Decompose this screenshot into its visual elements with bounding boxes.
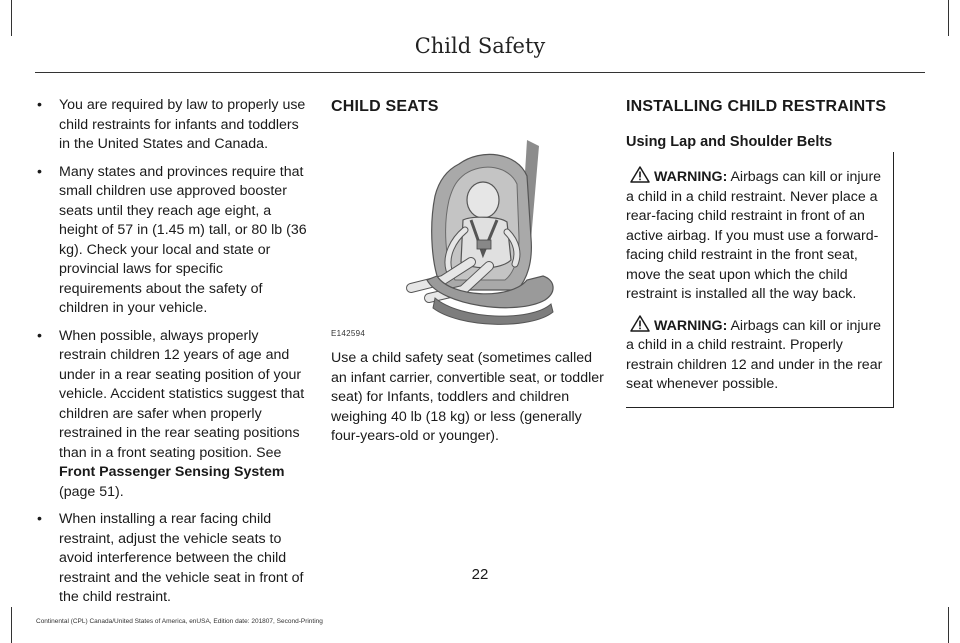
child-seat-illustration bbox=[331, 130, 607, 345]
page-title: Child Safety bbox=[414, 34, 546, 58]
bullet-icon: • bbox=[37, 97, 42, 113]
bullet-text: Many states and provinces require that small children use approved booster seats until they reach age eight, a height of 57 in (1.45 m) tall, or 80 lb (36 kg). Check your local and state or provincial laws for specific requirements about the safety of children in your vehicle. bbox=[59, 163, 307, 316]
list-item bbox=[37, 510, 309, 608]
bullet-text: When possible, always properly restrain children 12 years of age and under in a rear seating position of your vehicle. Accident statistics suggest that children are safer when properly restrained in the rear seating positions than in a front seating position. See bbox=[59, 327, 305, 461]
bullet-icon: • bbox=[37, 327, 42, 344]
section-heading: INSTALLING CHILD RESTRAINTS bbox=[626, 98, 887, 115]
page-reference: (page 51). bbox=[59, 483, 124, 500]
warning-label: WARNING: bbox=[654, 317, 728, 334]
crop-mark bbox=[11, 0, 12, 36]
warning-label: WARNING: bbox=[654, 169, 728, 185]
bullet-text: When installing a rear facing child restraint, adjust the vehicle seats to avoid interference between the child restraint and the vehicle seat in front of the child restraint. bbox=[59, 511, 304, 605]
list-item bbox=[37, 96, 309, 155]
warning-paragraph bbox=[626, 315, 887, 395]
child-seat-description: Use a child safety seat (sometimes called an infant carrier, convertible seat, or toddler seat) for Infants, toddlers and children weighing 40 lb (18 kg) or less (generally four-years-old or younger). bbox=[331, 350, 604, 444]
crop-mark bbox=[948, 0, 949, 36]
list-item bbox=[37, 327, 309, 503]
bullet-text: You are required by law to properly use child restraints for infants and toddlers in the United States and Canada. bbox=[59, 97, 306, 152]
warning-text: Airbags can kill or injure a child in a child restraint. Properly restrain children 12 and under in the rear seat whenever possible. bbox=[626, 317, 883, 392]
warning-box bbox=[626, 152, 894, 408]
right-column bbox=[626, 96, 894, 408]
section-heading: CHILD SEATS bbox=[331, 98, 439, 115]
header-divider bbox=[35, 72, 925, 73]
warning-text: Airbags can kill or injure a child in a child restraint. Never place a rear-facing child restraint in front of an active airbag. If you must use a forward-facing child restraint in the front seat, move the seat upon which the child restraint is installed all the way back. bbox=[626, 169, 882, 302]
list-item bbox=[37, 163, 309, 319]
crop-mark bbox=[948, 607, 949, 643]
child-seat-image bbox=[331, 130, 607, 345]
crop-mark bbox=[11, 607, 12, 643]
image-code: E142594 bbox=[331, 328, 366, 338]
warning-paragraph bbox=[626, 166, 887, 305]
page-number: 22 bbox=[471, 566, 489, 583]
cross-reference-link[interactable]: Front Passenger Sensing System bbox=[59, 464, 285, 480]
middle-column bbox=[331, 96, 607, 447]
warning-triangle-icon bbox=[630, 166, 650, 183]
warning-triangle-icon bbox=[630, 315, 650, 332]
bullet-icon: • bbox=[37, 163, 42, 180]
sub-heading: Using Lap and Shoulder Belts bbox=[626, 134, 833, 150]
edition-footer: Continental (CPL) Canada/United States of America, enUSA, Edition date: 201807, Second-Printing bbox=[36, 618, 323, 625]
bullet-icon: • bbox=[37, 511, 42, 527]
left-column bbox=[37, 96, 309, 616]
